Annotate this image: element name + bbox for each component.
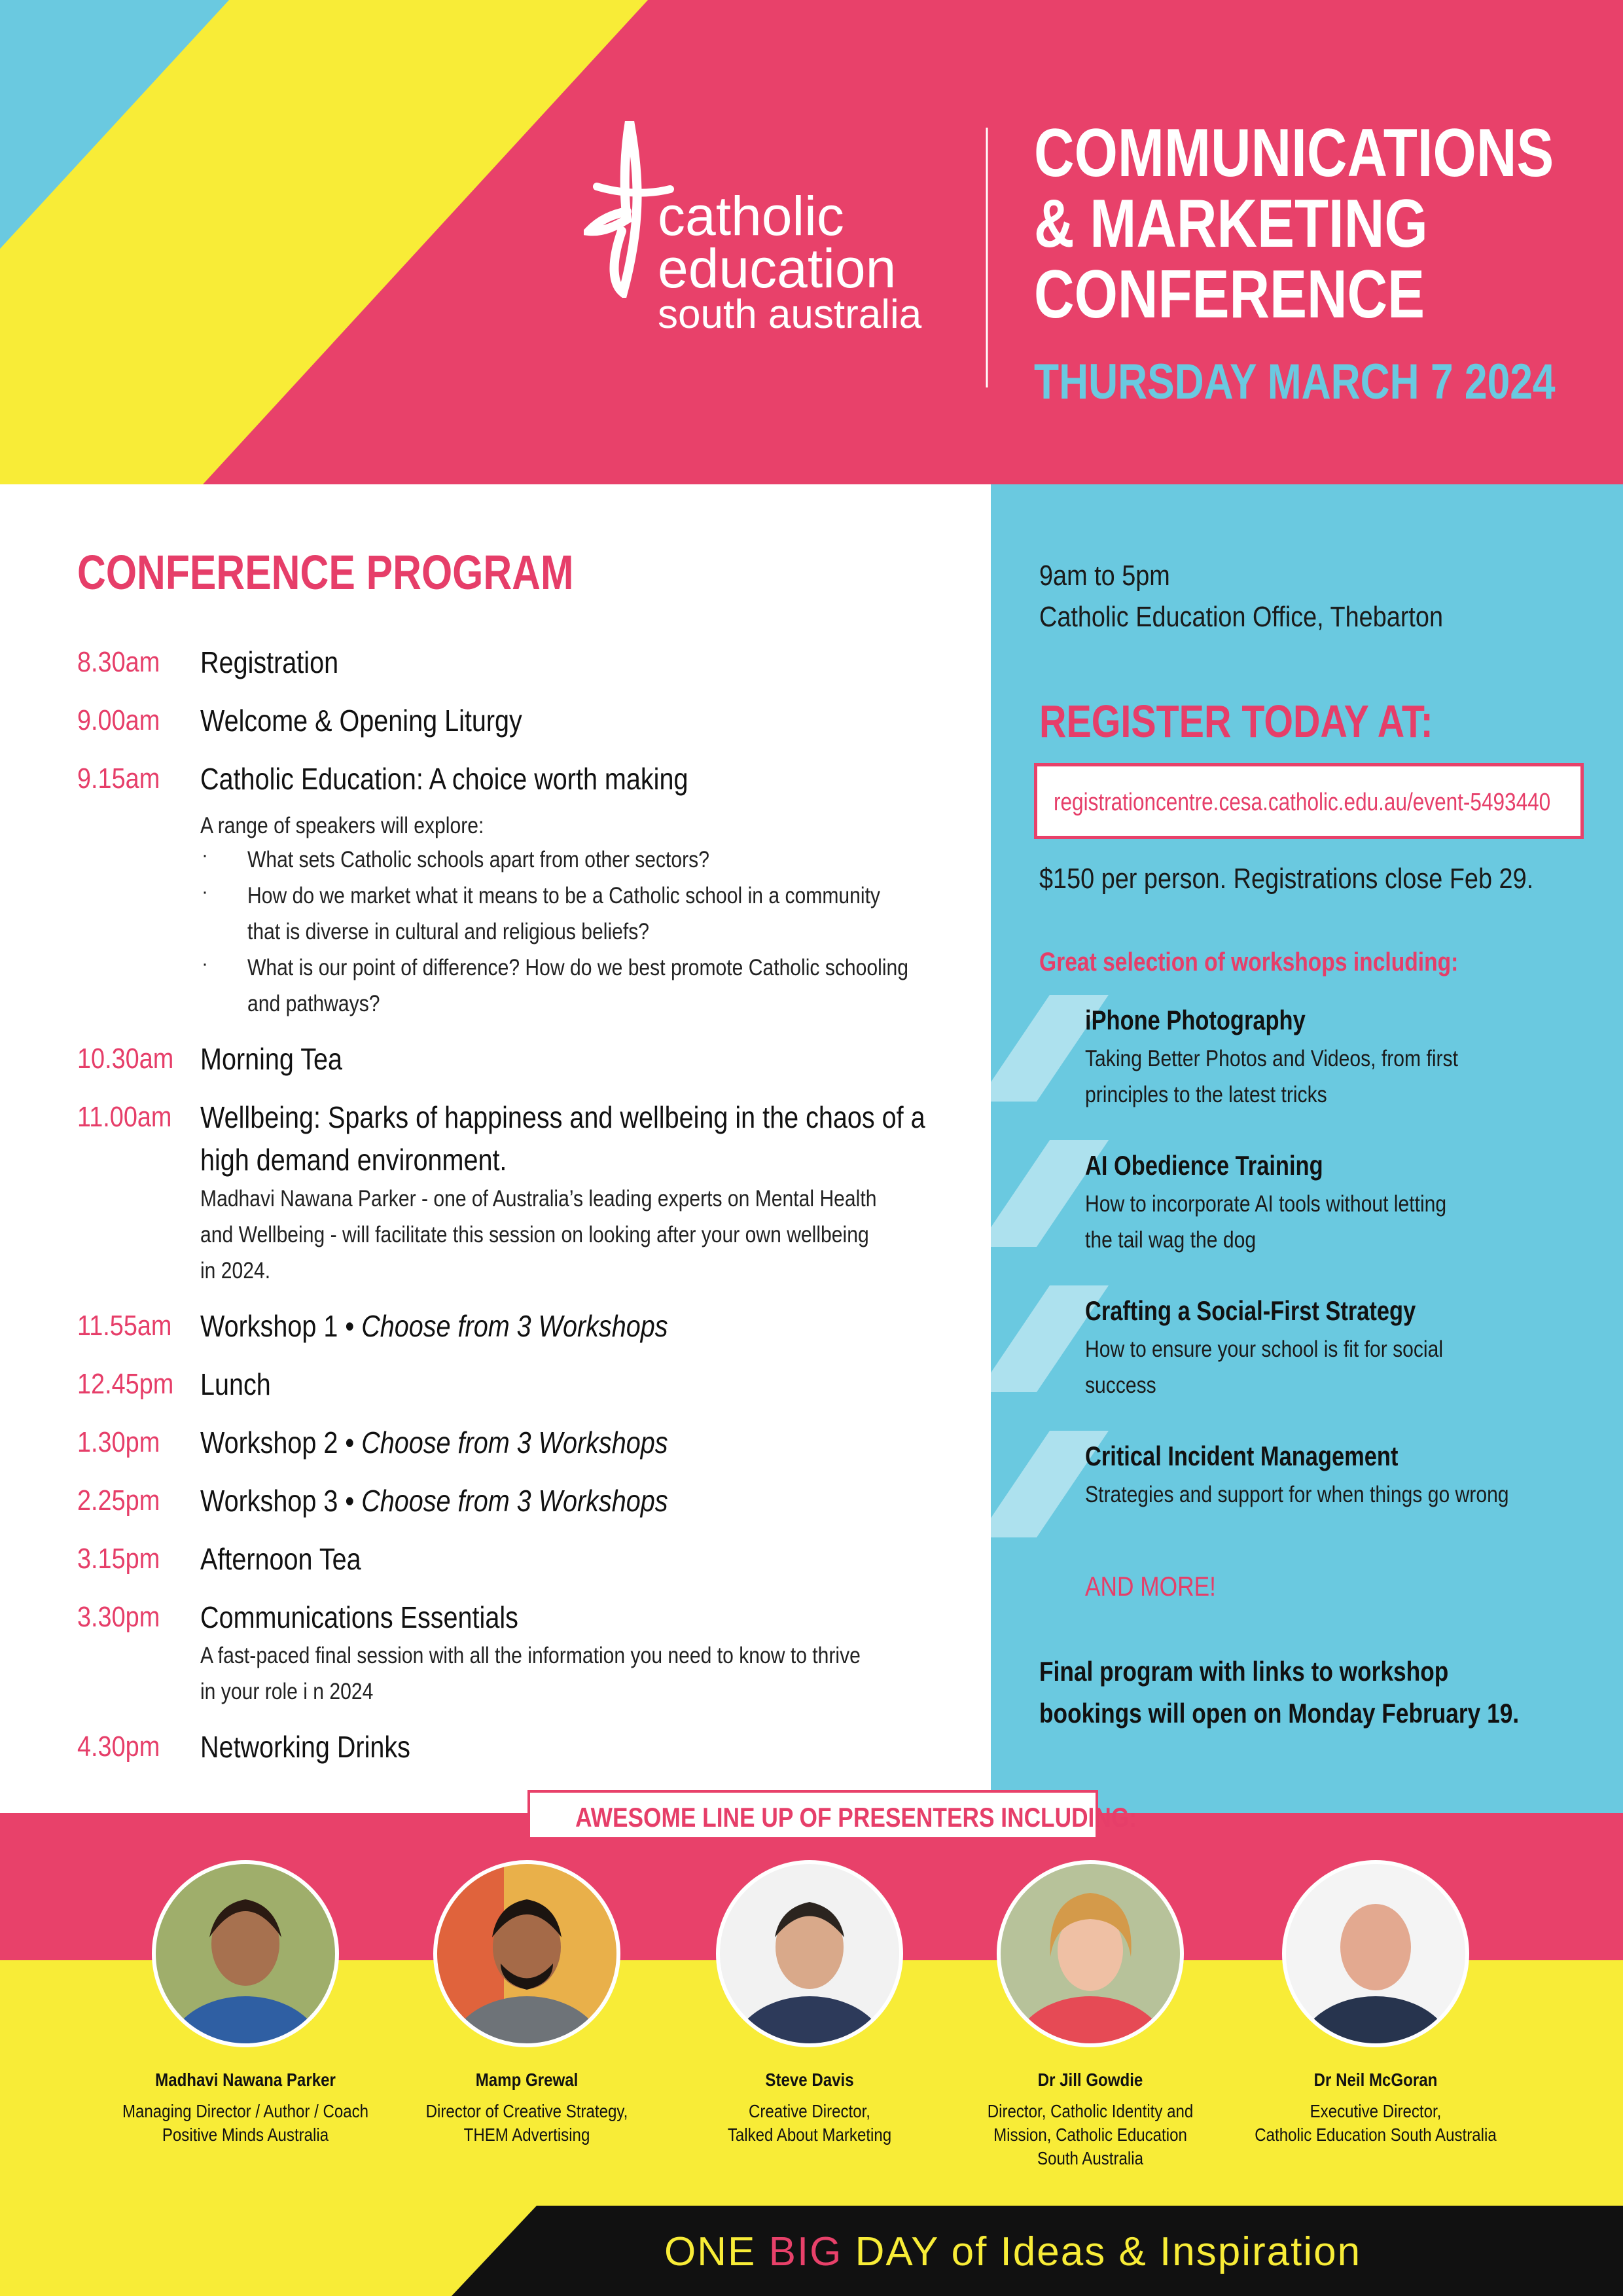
tagline-part: DAY of Ideas & Inspiration bbox=[842, 2229, 1362, 2274]
price-info: $150 per person. Registrations close Feb 29. bbox=[1039, 863, 1534, 895]
program-title-cont: high demand environment. bbox=[200, 1143, 507, 1177]
program-title: Afternoon Tea bbox=[200, 1542, 361, 1576]
presenter-role: Managing Director / Author / Coach Positive Minds Australia bbox=[122, 2101, 369, 2145]
program-bullet: What sets Catholic schools apart from other sectors? bbox=[247, 847, 709, 872]
program-bullet-cont: that is diverse in cultural and religious beliefs? bbox=[247, 919, 650, 944]
workshop-desc: the tail wag the dog bbox=[1085, 1227, 1257, 1253]
presenter-name: Steve Davis bbox=[765, 2070, 854, 2090]
workshop-desc: How to ensure your school is fit for social bbox=[1085, 1336, 1444, 1362]
bullet-dot: · bbox=[202, 844, 208, 866]
program-list bbox=[0, 0, 982, 1806]
program-title: Workshop 1 • Choose from 3 Workshops bbox=[200, 1309, 668, 1343]
presenter-name: Mamp Grewal bbox=[475, 2070, 579, 2090]
presenter-card bbox=[95, 2070, 396, 2147]
program-title: Wellbeing: Sparks of happiness and wellbeing in the chaos of a bbox=[200, 1100, 925, 1134]
program-time: 8.30am bbox=[77, 646, 160, 678]
presenters-heading: AWESOME LINE UP OF PRESENTERS INCLUDING: bbox=[575, 1802, 1137, 1833]
logo-line-catholic: catholic bbox=[658, 185, 844, 247]
presenter-card bbox=[376, 2070, 677, 2147]
register-heading: REGISTER TODAY AT: bbox=[1039, 696, 1433, 747]
bullet-dot: · bbox=[202, 953, 208, 975]
presenters-heading-box bbox=[527, 1790, 1137, 1840]
presenter-photos bbox=[0, 1859, 1623, 2055]
register-url-box[interactable] bbox=[1034, 763, 1584, 839]
presenter-name: Dr Jill Gowdie bbox=[1037, 2070, 1143, 2090]
footer-tagline bbox=[664, 2229, 1361, 2275]
program-time: 1.30pm bbox=[77, 1426, 160, 1458]
workshop-desc: success bbox=[1085, 1372, 1156, 1398]
program-title: Catholic Education: A choice worth making bbox=[200, 762, 688, 796]
presenter-card bbox=[659, 2070, 960, 2147]
final-note bbox=[1039, 1651, 1519, 1734]
presenter-name: Madhavi Nawana Parker bbox=[155, 2070, 336, 2090]
title-line-3: CONFERENCE bbox=[1034, 257, 1425, 332]
program-title: Workshop 3 • Choose from 3 Workshops bbox=[200, 1484, 668, 1518]
workshop-title: AI Obedience Training bbox=[1085, 1150, 1323, 1181]
presenter-card bbox=[940, 2070, 1241, 2170]
program-title: Morning Tea bbox=[200, 1042, 342, 1076]
presenter-role: Director, Catholic Identity and Mission, Catholic Education South Australia bbox=[987, 2101, 1194, 2168]
title-line-1: COMMUNICATIONS bbox=[1034, 115, 1554, 191]
workshop-desc: Taking Better Photos and Videos, from first bbox=[1085, 1046, 1458, 1071]
program-desc: in your role i n 2024 bbox=[200, 1679, 374, 1704]
register-url[interactable]: registrationcentre.cesa.catholic.edu.au/event-5493440 bbox=[1054, 789, 1551, 816]
program-time: 2.25pm bbox=[77, 1484, 160, 1516]
program-desc: A fast-paced final session with all the information you need to know to thrive bbox=[200, 1643, 861, 1668]
program-time: 11.00am bbox=[77, 1101, 172, 1133]
workshop-desc: principles to the latest tricks bbox=[1085, 1082, 1327, 1107]
final-note-line: bookings will open on Monday February 19. bbox=[1039, 1698, 1520, 1729]
tagline-highlight: BIG bbox=[768, 2229, 843, 2274]
logo-line-south-australia: south australia bbox=[658, 292, 922, 337]
presenter-name: Dr Neil McGoran bbox=[1313, 2070, 1438, 2090]
program-time: 3.30pm bbox=[77, 1601, 160, 1633]
workshop-desc: Strategies and support for when things go wrong bbox=[1085, 1482, 1509, 1507]
program-title: Networking Drinks bbox=[200, 1730, 410, 1764]
title-line-2: & MARKETING bbox=[1034, 186, 1428, 262]
workshop-title: Crafting a Social-First Strategy bbox=[1085, 1295, 1416, 1326]
program-desc: Madhavi Nawana Parker - one of Australia’s leading experts on Mental Health bbox=[200, 1186, 877, 1211]
and-more: AND MORE! bbox=[1085, 1571, 1216, 1602]
presenter-card bbox=[1212, 2070, 1539, 2147]
program-bullet: How do we market what it means to be a Catholic school in a community bbox=[247, 883, 880, 908]
bullet-dot: · bbox=[202, 881, 208, 903]
program-time: 12.45pm bbox=[77, 1368, 174, 1400]
program-time: 11.55am bbox=[77, 1310, 172, 1342]
program-desc: and Wellbeing - will facilitate this session on looking after your own wellbeing bbox=[200, 1222, 869, 1247]
program-time: 9.15am bbox=[77, 762, 160, 795]
program-bullet-cont: and pathways? bbox=[247, 991, 380, 1016]
program-time: 10.30am bbox=[77, 1043, 174, 1075]
event-venue: Catholic Education Office, Thebarton bbox=[1039, 601, 1444, 633]
program-title: Workshop 2 • Choose from 3 Workshops bbox=[200, 1426, 668, 1460]
logo-line-education: education bbox=[658, 238, 897, 299]
conference-title bbox=[1034, 115, 1623, 332]
program-heading: CONFERENCE PROGRAM bbox=[77, 545, 574, 600]
workshops-heading: Great selection of workshops including: bbox=[1039, 948, 1459, 977]
program-desc: in 2024. bbox=[200, 1258, 271, 1283]
workshop-title: Critical Incident Management bbox=[1085, 1441, 1399, 1471]
program-time: 9.00am bbox=[77, 704, 160, 736]
presenter-role: Creative Director, Talked About Marketing bbox=[727, 2101, 892, 2145]
workshop-title: iPhone Photography bbox=[1085, 1005, 1306, 1035]
program-title: Lunch bbox=[200, 1367, 271, 1401]
program-title: Communications Essentials bbox=[200, 1600, 518, 1634]
conference-date: THURSDAY MARCH 7 2024 bbox=[1034, 354, 1556, 410]
program-intro: A range of speakers will explore: bbox=[200, 813, 484, 838]
presenter-role: Executive Director, Catholic Education South Australia bbox=[1255, 2101, 1497, 2145]
program-time: 4.30pm bbox=[77, 1731, 160, 1763]
program-bullet: What is our point of difference? How do we best promote Catholic schooling bbox=[247, 955, 909, 980]
presenter-role: Director of Creative Strategy, THEM Advertising bbox=[425, 2101, 628, 2145]
program-title: Welcome & Opening Liturgy bbox=[200, 704, 522, 738]
final-note-line: Final program with links to workshop bbox=[1039, 1656, 1449, 1687]
tagline-part: ONE bbox=[664, 2229, 769, 2274]
event-hours: 9am to 5pm bbox=[1039, 560, 1170, 592]
program-time: 3.15pm bbox=[77, 1543, 160, 1575]
workshop-desc: How to incorporate AI tools without letting bbox=[1085, 1191, 1447, 1217]
program-title: Registration bbox=[200, 645, 339, 679]
